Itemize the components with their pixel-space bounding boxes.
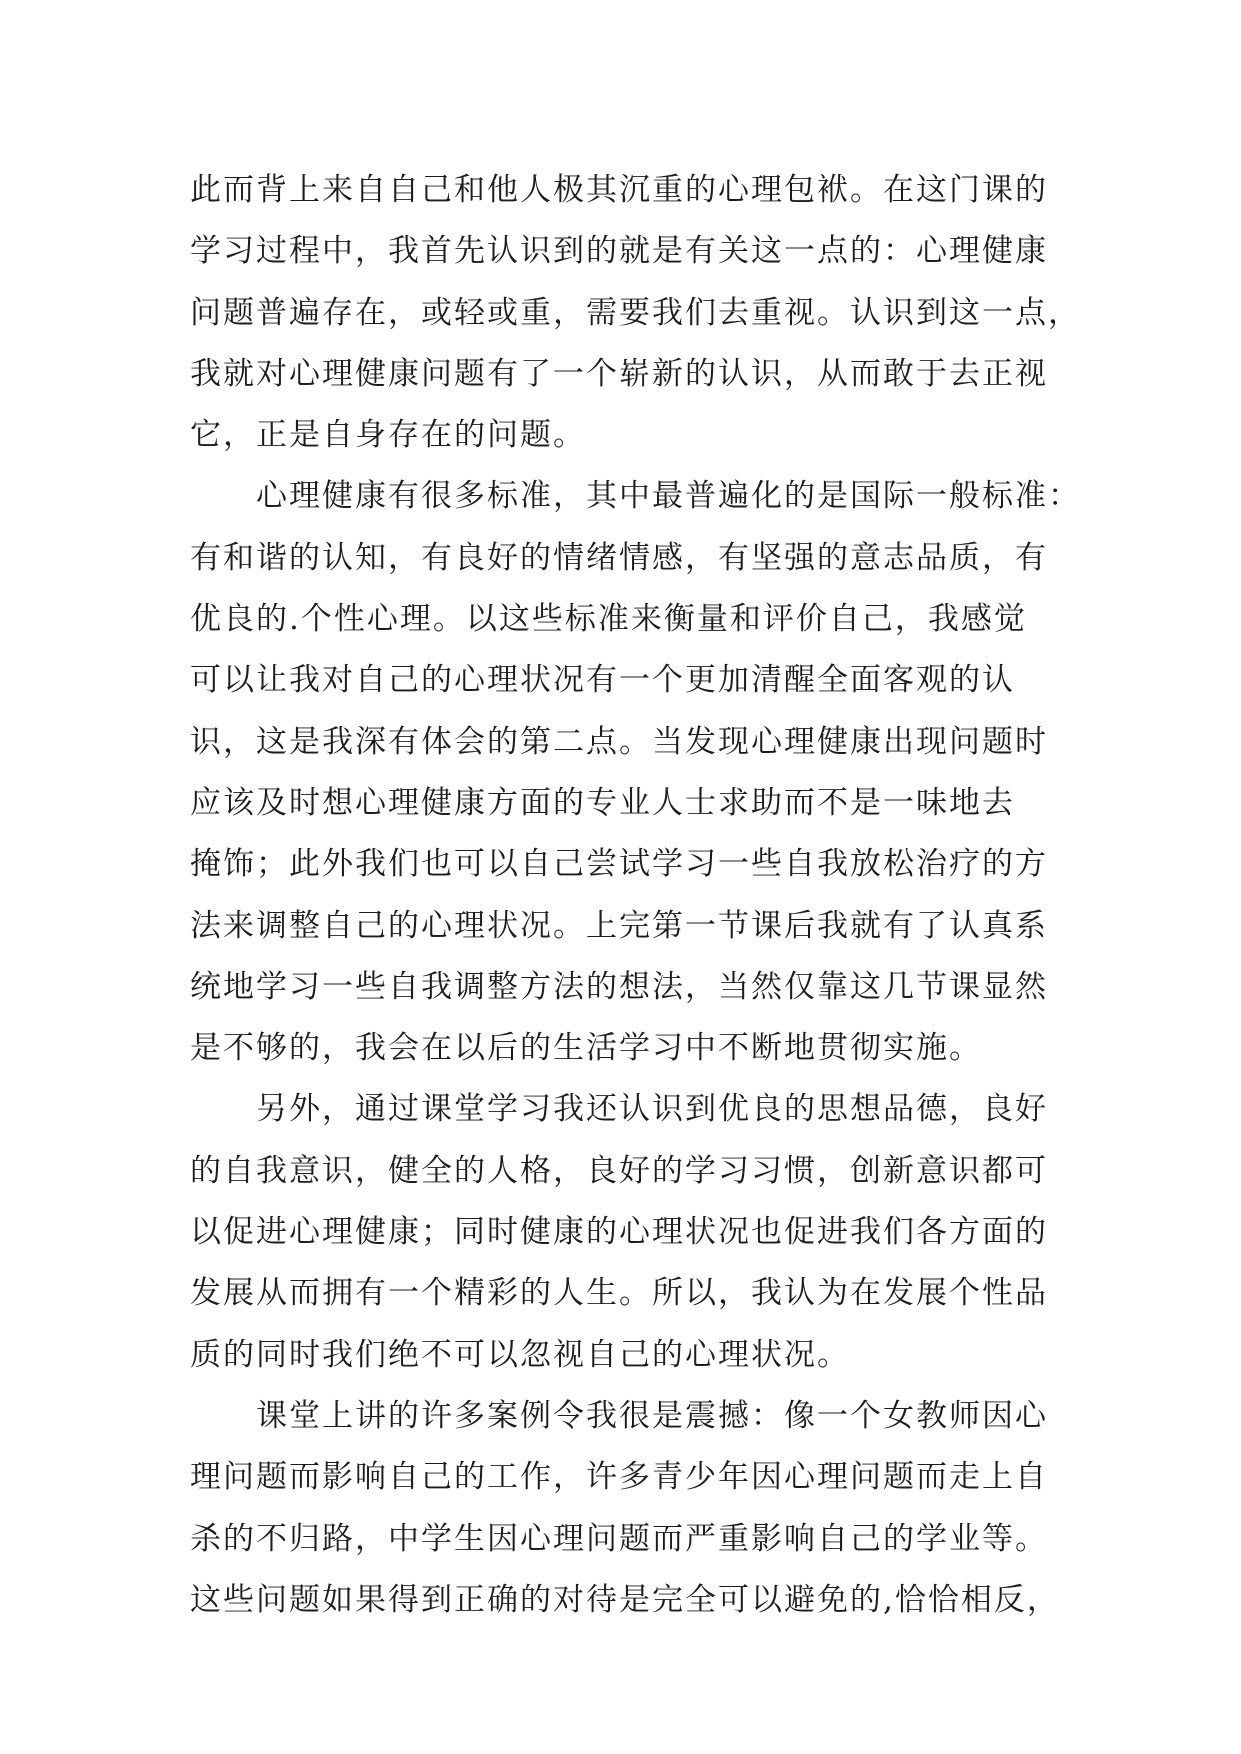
text-line: 是不够的，我会在以后的生活学习中不断地贯彻实施。	[190, 1030, 982, 1067]
text-line: 杀的不归路，中学生因心理问题而严重影响自己的学业等。	[190, 1520, 1048, 1557]
text-line: 另外，通过课堂学习我还认识到优良的思想品德，良好	[190, 1091, 1048, 1128]
text-line: 识，这是我深有体会的第二点。当发现心理健康出现问题时	[190, 723, 1048, 760]
text-line: 理问题而影响自己的工作，许多青少年因心理问题而走上自	[190, 1459, 1048, 1496]
text-line: 此而背上来自自己和他人极其沉重的心理包袱。在这门课的	[190, 172, 1048, 208]
body-text	[190, 160, 1081, 1631]
text-line: 的自我意识，健全的人格，良好的学习习惯，创新意识都可	[190, 1152, 1048, 1189]
text-line: 课堂上讲的许多案例令我很是震撼：像一个女教师因心	[190, 1397, 1048, 1434]
text-line: 以促进心理健康；同时健康的心理状况也促进我们各方面的	[190, 1214, 1048, 1251]
text-line: 发展从而拥有一个精彩的人生。所以，我认为在发展个性品	[190, 1275, 1048, 1312]
text-line: 我就对心理健康问题有了一个崭新的认识，从而敢于去正视	[190, 355, 1048, 392]
text-line: 优良的.个性心理。以这些标准来衡量和评价自己，我感觉	[190, 601, 1027, 638]
text-line: 有和谐的认知，有良好的情绪情感，有坚强的意志品质，有	[190, 539, 1048, 576]
text-line: 统地学习一些自我调整方法的想法，当然仅靠这几节课显然	[190, 968, 1048, 1005]
text-line: 质的同时我们绝不可以忽视自己的心理状况。	[190, 1336, 850, 1373]
text-line: 应该及时想心理健康方面的专业人士求助而不是一味地去	[190, 784, 1015, 821]
text-line: 问题普遍存在，或轻或重，需要我们去重视。认识到这一点，	[190, 294, 1081, 331]
text-line: 可以让我对自己的心理状况有一个更加清醒全面客观的认	[190, 662, 1015, 699]
text-line: 它，正是自身存在的问题。	[190, 417, 586, 454]
text-line: 掩饰；此外我们也可以自己尝试学习一些自我放松治疗的方	[190, 846, 1048, 883]
text-line: 法来调整自己的心理状况。上完第一节课后我就有了认真系	[190, 907, 1048, 944]
text-line: 学习过程中，我首先认识到的就是有关这一点的：心理健康	[190, 233, 1048, 270]
text-line: 这些问题如果得到正确的对待是完全可以避免的,恰恰相反，	[190, 1581, 1060, 1618]
text-line: 心理健康有很多标准，其中最普遍化的是国际一般标准：	[190, 478, 1081, 515]
